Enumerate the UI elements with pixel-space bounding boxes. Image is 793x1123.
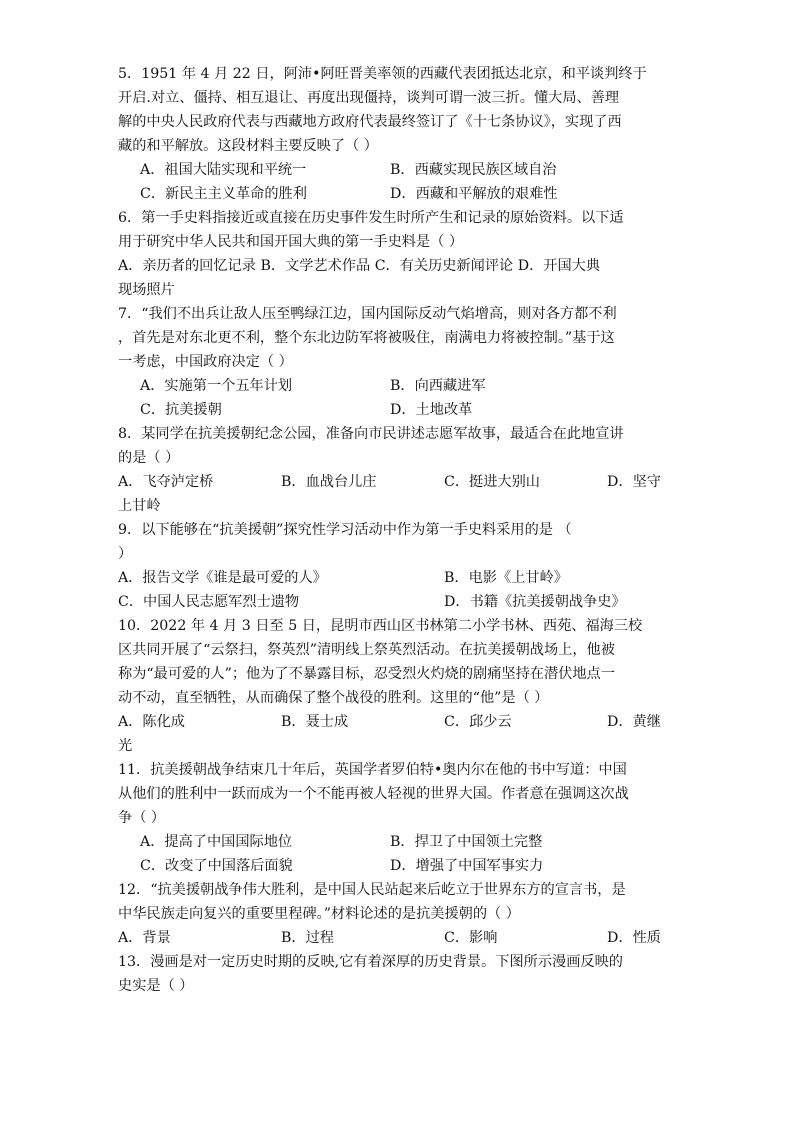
question-10-line-3: 称为“最可爱的人”；他为了不暴露目标，忍受烈火灼烧的剧痛坚持在潜伏地点一 [118, 666, 615, 682]
question-6 [118, 206, 676, 302]
question-11-option-b: B．捍卫了中国领土完整 [390, 834, 543, 850]
question-6-options: A．亲历者的回忆记录 B．文学艺术作品 C．有关历史新闻评论 D．开国大典 [118, 258, 601, 274]
question-5-option-d: D．西藏和平解放的艰难性 [390, 186, 558, 202]
question-10-option-a: A．陈化成 [118, 714, 185, 730]
question-8-line-1: 8．某同学在抗美援朝纪念公园，准备向市民讲述志愿军故事，最适合在此地宣讲 [118, 426, 624, 442]
question-7 [118, 302, 676, 422]
question-6-options-wrap: 现场照片 [118, 282, 175, 298]
question-7-option-b: B．向西藏进军 [390, 378, 486, 394]
question-10-option-d: D．黄继 [607, 714, 661, 730]
question-7-options-row-2 [118, 398, 676, 422]
question-10-options-row [118, 710, 676, 734]
question-5-option-a: A．祖国大陆实现和平统一 [140, 162, 307, 178]
question-9-option-a: A．报告文学《谁是最可爱的人》 [118, 570, 327, 586]
question-8-option-c: C．挺进大别山 [444, 474, 540, 490]
question-12-option-a: A．背景 [118, 930, 171, 946]
question-13 [118, 950, 676, 998]
question-9-options-row-2 [118, 590, 676, 614]
question-5-option-c: C．新民主主义革命的胜利 [140, 186, 307, 202]
question-7-line-2: ，首先是对东北更不利，整个东北边防军将被吸住，南满电力将被控制。”基于这 [118, 330, 615, 346]
question-8-options-row [118, 470, 676, 494]
question-8-option-d: D．坚守 [607, 474, 661, 490]
question-9-option-b: B．电影《上甘岭》 [444, 570, 568, 586]
question-10-option-c: C．邱少云 [444, 714, 512, 730]
question-12-option-c: C．影响 [444, 930, 498, 946]
question-10-options-wrap: 光 [118, 738, 133, 754]
question-8-option-a: A．飞夺泸定桥 [118, 474, 214, 490]
question-12-line-1: 12．“抗美援朝战争伟大胜利，是中国人民站起来后屹立于世界东方的宣言书，是 [118, 882, 626, 898]
question-5-line-4: 藏的和平解放。这段材料主要反映了（ ） [118, 138, 378, 154]
question-11-option-a: A．提高了中国国际地位 [140, 834, 293, 850]
question-10 [118, 614, 676, 758]
question-7-option-a: A．实施第一个五年计划 [140, 378, 293, 394]
question-11 [118, 758, 676, 878]
question-11-option-d: D．增强了中国军事实力 [390, 858, 544, 874]
question-10-line-4: 动不动，直至牺牲，从而确保了整个战役的胜利。这里的“他”是（ ） [118, 690, 549, 706]
question-10-line-1: 10．2022 年 4 月 3 日至 5 日，昆明市西山区书林第二小学书林、西苑、福海三校 [118, 618, 643, 634]
question-11-option-c: C．改变了中国落后面貌 [140, 858, 293, 874]
question-12-option-d: D．性质 [607, 930, 661, 946]
question-9-line-1: 9．以下能够在“抗美援朝”探究性学习活动中作为第一手史料采用的是 （ [118, 522, 572, 538]
question-6-line-1: 6．第一手史料指接近或直接在历史事件发生时所产生和记录的原始资料。以下适 [118, 210, 624, 226]
question-7-line-3: 一考虑，中国政府决定（ ） [118, 354, 293, 370]
question-8-option-b: B．血战台儿庄 [281, 474, 377, 490]
question-7-option-c: C．抗美援朝 [140, 402, 222, 418]
question-11-line-3: 争（ ） [118, 810, 166, 826]
question-12 [118, 878, 676, 950]
question-5-options-row-2 [118, 182, 676, 206]
question-8-options-wrap: 上甘岭 [118, 498, 161, 514]
exam-page [118, 62, 676, 998]
question-5-option-b: B．西藏实现民族区域自治 [390, 162, 557, 178]
question-13-line-2: 史实是（ ） [118, 978, 194, 994]
question-9-options-row-1 [118, 566, 676, 590]
question-8-line-2: 的是（ ） [118, 450, 180, 466]
question-10-option-b: B．聂士成 [281, 714, 349, 730]
question-12-option-b: B．过程 [281, 930, 334, 946]
question-9-option-d: D．书籍《抗美援朝战争史》 [444, 594, 626, 610]
question-8 [118, 422, 676, 518]
question-9 [118, 518, 676, 614]
question-5 [118, 62, 676, 206]
question-5-line-2: 开启.对立、僵持、相互退让、再度出现僵持，谈判可谓一波三折。懂大局、善理 [118, 90, 620, 106]
question-7-line-1: 7．“我们不出兵让敌人压至鸭绿江边，国内国际反动气焰增高，则对各方都不利 [118, 306, 617, 322]
question-5-options-row-1 [118, 158, 676, 182]
question-9-option-c: C．中国人民志愿军烈士遗物 [118, 594, 300, 610]
question-7-option-d: D．土地改革 [390, 402, 473, 418]
question-6-line-2: 用于研究中华人民共和国开国大典的第一手史料是（ ） [118, 234, 464, 250]
question-12-options-row [118, 926, 676, 950]
question-10-line-2: 区共同开展了“云祭扫，祭英烈”清明线上祭英烈活动。在抗美援朝战场上，他被 [118, 642, 615, 658]
question-9-line-2: ） [118, 546, 133, 562]
question-11-line-1: 11．抗美援朝战争结束几十年后，英国学者罗伯特•奥内尔在他的书中写道：中国 [118, 762, 627, 778]
question-13-line-1: 13．漫画是对一定历史时期的反映,它有着深厚的历史背景。下图所示漫画反映的 [118, 954, 623, 970]
question-5-line-1: 5．1951 年 4 月 22 日，阿沛•阿旺晋美率领的西藏代表团抵达北京，和平谈判终于 [118, 66, 647, 82]
question-11-options-row-1 [118, 830, 676, 854]
question-12-line-2: 中华民族走向复兴的重要里程碑。”材料论述的是抗美援朝的（ ） [118, 906, 520, 922]
question-11-options-row-2 [118, 854, 676, 878]
question-5-line-3: 解的中央人民政府代表与西藏地方政府代表最终签订了《十七条协议》，实现了西 [118, 114, 622, 130]
question-11-line-2: 从他们的胜利中一跃而成为一个不能再被人轻视的世界大国。作者意在强调这次战 [118, 786, 629, 802]
question-7-options-row-1 [118, 374, 676, 398]
